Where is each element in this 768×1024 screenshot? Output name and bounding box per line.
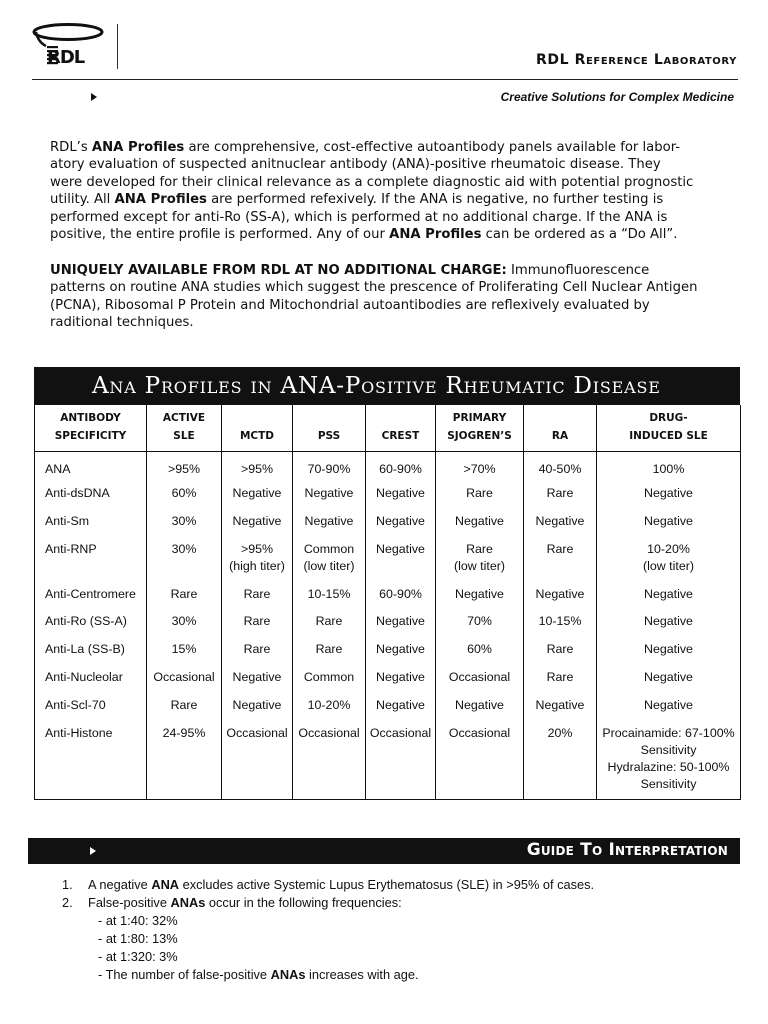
value-cell (222, 664, 293, 692)
bold-text: ANA Profiles (114, 192, 207, 208)
cell-value: 20% (547, 726, 573, 740)
text-run: atory evaluation of suspected anitnuclear antibody (ANA)-positive rheumatoic disease. They (50, 157, 661, 173)
value-cell (597, 581, 741, 608)
cell-value: >70% (463, 461, 496, 476)
cell-value: Negative (232, 698, 282, 712)
value-cell (147, 451, 222, 480)
cell-value: >95% (167, 461, 201, 476)
cell-value: Rare (546, 642, 574, 656)
value-cell (436, 508, 524, 536)
value-cell (597, 692, 741, 720)
column-header (524, 405, 597, 451)
value-cell (222, 608, 293, 636)
table-row (35, 581, 741, 608)
table-row (35, 720, 741, 800)
value-cell (524, 480, 597, 508)
guide-item-number: 2. (62, 895, 73, 911)
value-cell (147, 608, 222, 636)
bold-text: ANAs (170, 895, 206, 911)
value-cell (597, 480, 741, 508)
antibody-name-cell: Anti-Nucleolar (35, 664, 147, 692)
guide-item (62, 876, 594, 894)
antibody-name-cell: Anti-La (SS-B) (35, 636, 147, 664)
value-cell (436, 692, 524, 720)
bold-text: UNIQUELY AVAILABLE FROM RDL AT NO ADDITIONAL CHARGE: (50, 263, 507, 278)
cell-value: 10-15% (538, 614, 582, 628)
cell-value: Negative (644, 514, 693, 528)
value-cell (293, 608, 366, 636)
guide-banner (28, 838, 740, 864)
value-cell (436, 581, 524, 608)
cell-value: Occasional (448, 670, 511, 684)
value-cell (222, 692, 293, 720)
cell-value: Negative (376, 542, 425, 556)
value-cell (597, 451, 741, 480)
text-run: (PCNA), Ribosomal P Protein and Mitochondrial autoantibodies are reflexively evaluated by (50, 297, 650, 313)
value-cell (293, 536, 366, 581)
cell-value: Common (303, 542, 355, 556)
table-row (35, 480, 741, 508)
value-cell (597, 636, 741, 664)
cell-value: Sensitivity (640, 743, 697, 757)
text-run: - at 1:40: 32% (98, 913, 178, 929)
value-cell (366, 508, 436, 536)
value-cell (436, 451, 524, 480)
value-cell (597, 720, 741, 800)
value-cell (147, 720, 222, 800)
value-cell (366, 720, 436, 800)
cell-value: Negative (644, 642, 693, 656)
column-header-label: MCTD (239, 429, 275, 442)
table-row (35, 608, 741, 636)
cell-value: Procainamide: 67-100% (602, 726, 735, 740)
cell-value: 30% (171, 514, 197, 528)
cell-value: Rare (170, 587, 198, 601)
column-header-label: PRIMARY (452, 411, 507, 424)
value-cell (147, 636, 222, 664)
cell-value: Hydralazine: 50-100% (607, 760, 730, 774)
lab-name: RDL Reference Laboratory (536, 52, 737, 68)
column-header (35, 405, 147, 451)
value-cell (222, 636, 293, 664)
cell-value: Negative (644, 587, 693, 601)
antibody-name-cell: Anti-Scl-70 (35, 692, 147, 720)
table-row (35, 692, 741, 720)
cell-value: 100% (652, 461, 685, 476)
text-run: raditional techniques. (50, 315, 194, 331)
cell-value: Negative (376, 614, 425, 628)
value-cell (293, 451, 366, 480)
value-cell (524, 720, 597, 800)
cell-value: Negative (376, 486, 425, 500)
cell-value: (high titer) (229, 559, 285, 573)
cell-value: Rare (466, 542, 493, 556)
bold-text: ANAs (270, 967, 306, 983)
value-cell (293, 581, 366, 608)
column-header-label: SJOGREN’S (447, 429, 512, 442)
cell-value: Negative (644, 698, 693, 712)
cell-value: Negative (535, 698, 585, 712)
guide-subitem (62, 930, 594, 948)
cell-value: Rare (466, 486, 493, 500)
value-cell (436, 608, 524, 636)
guide-list (62, 876, 594, 985)
text-run: occur in the following frequencies: (205, 895, 402, 911)
cell-value: Occasional (226, 726, 288, 740)
cell-value: Rare (243, 587, 271, 601)
cell-value: >95% (240, 461, 274, 476)
value-cell (222, 480, 293, 508)
value-cell (222, 581, 293, 608)
cell-value: Rare (315, 642, 343, 656)
cell-value: Negative (535, 514, 585, 528)
value-cell (436, 480, 524, 508)
column-header (436, 405, 524, 451)
guide-title: Guide To Interpretation (526, 840, 728, 860)
guide-subitem (62, 948, 594, 966)
cell-value: Negative (644, 614, 693, 628)
cell-value: Occasional (153, 670, 215, 684)
column-header-label: RA (551, 429, 569, 442)
cell-value: Negative (304, 486, 354, 500)
cell-value: 60% (467, 642, 492, 656)
cell-value: Negative (376, 698, 425, 712)
cell-value: 30% (171, 614, 197, 628)
column-header-label: SPECIFICITY (54, 429, 127, 442)
value-cell (222, 536, 293, 581)
antibody-name-cell: Anti-dsDNA (35, 480, 147, 508)
logo-wordmark: RDL (47, 47, 85, 68)
bullet-arrow-icon (90, 847, 96, 855)
value-cell (147, 664, 222, 692)
text-run: False-positive (88, 895, 171, 911)
value-cell (524, 508, 597, 536)
guide-item-number: 1. (62, 877, 73, 892)
cell-value: Negative (376, 670, 425, 684)
bold-text: ANA (151, 877, 180, 892)
cell-value: 60% (171, 486, 197, 500)
cell-value: Rare (243, 642, 271, 656)
bold-text: ANA Profiles (389, 227, 482, 243)
cell-value: (low titer) (643, 559, 694, 573)
text-run: - The number of false-positive (98, 967, 271, 983)
guide-subitem (62, 912, 594, 930)
text-run: utility. All (50, 192, 115, 208)
antibody-name-cell: Anti-Centromere (35, 581, 147, 608)
value-cell (436, 636, 524, 664)
cell-value: Negative (304, 514, 354, 528)
value-cell (147, 480, 222, 508)
cell-value: Rare (243, 614, 271, 628)
text-run: were developed for their clinical relevance as a complete diagnostic aid with potential prognostic (50, 174, 694, 190)
value-cell (293, 720, 366, 800)
value-cell (366, 636, 436, 664)
value-cell (597, 608, 741, 636)
cell-value: Rare (546, 542, 574, 556)
cell-value: Rare (315, 614, 343, 628)
column-header (597, 405, 741, 451)
text-run: are performed refexively. If the ANA is negative, no further testing is (206, 192, 664, 208)
cell-value: Negative (232, 486, 282, 500)
column-header-label: ANTIBODY (60, 411, 121, 424)
cell-value: Occasional (448, 726, 511, 740)
cell-value: Negative (232, 514, 282, 528)
cell-value: Negative (232, 670, 282, 684)
cell-value: Rare (546, 486, 574, 500)
ana-profile-table (34, 405, 741, 800)
cell-value: Negative (376, 514, 425, 528)
value-cell (293, 508, 366, 536)
antibody-name-cell: Anti-RNP (35, 536, 147, 581)
table-body (35, 451, 741, 800)
cell-value: Negative (535, 587, 585, 601)
value-cell (366, 692, 436, 720)
cell-value: Common (303, 670, 355, 684)
value-cell (366, 451, 436, 480)
antibody-name-cell: Anti-Histone (35, 720, 147, 800)
value-cell (366, 608, 436, 636)
value-cell (436, 664, 524, 692)
column-header-label: DRUG- (649, 411, 688, 424)
cell-value: Negative (455, 587, 504, 601)
value-cell (222, 720, 293, 800)
column-header-label: PSS (317, 429, 341, 442)
value-cell (366, 664, 436, 692)
text-run: can be ordered as a “Do All”. (481, 227, 678, 243)
table-row (35, 508, 741, 536)
table-row (35, 636, 741, 664)
cell-value: Occasional (369, 726, 432, 740)
cell-value: Sensitivity (640, 777, 697, 791)
value-cell (147, 692, 222, 720)
column-header-label: CREST (381, 429, 420, 442)
value-cell (147, 536, 222, 581)
cell-value: 24-95% (162, 726, 206, 740)
value-cell (293, 664, 366, 692)
text-run: positive, the entire profile is performed. Any of our (50, 227, 390, 243)
header-rule (32, 79, 738, 80)
text-run: Immunofluorescence (506, 263, 650, 278)
value-cell (366, 581, 436, 608)
column-header-label: ACTIVE (162, 411, 206, 424)
value-cell (524, 536, 597, 581)
value-cell (293, 480, 366, 508)
text-run: - at 1:320: 3% (98, 949, 178, 965)
cell-value: 15% (171, 642, 197, 656)
table-row (35, 451, 741, 480)
guide-item (62, 894, 594, 912)
value-cell (222, 508, 293, 536)
cell-value: Negative (644, 670, 693, 684)
bullet-arrow-icon (91, 93, 97, 101)
value-cell (524, 608, 597, 636)
antibody-name-cell: ANA (35, 451, 147, 480)
cell-value: Rare (170, 698, 198, 712)
additional-charge-paragraph (50, 262, 740, 332)
value-cell (436, 536, 524, 581)
text-run: are comprehensive, cost-effective autoantibody panels available for labor- (184, 140, 681, 155)
table-row (35, 664, 741, 692)
column-header-label: SLE (173, 429, 195, 442)
logo-divider (117, 24, 118, 69)
text-run: A negative (88, 877, 152, 892)
value-cell (293, 692, 366, 720)
value-cell (597, 536, 741, 581)
text-run: - at 1:80: 13% (98, 931, 178, 947)
value-cell (597, 508, 741, 536)
cell-value: 60-90% (379, 461, 422, 476)
cell-value: 60-90% (379, 587, 422, 601)
value-cell (524, 636, 597, 664)
column-header (293, 405, 366, 451)
value-cell (147, 581, 222, 608)
intro-paragraph (50, 139, 740, 243)
cell-value: (low titer) (454, 559, 505, 573)
column-header (366, 405, 436, 451)
cell-value: 10-20% (647, 542, 690, 556)
cell-value: Negative (455, 698, 504, 712)
cell-value: (low titer) (303, 559, 355, 573)
text-run: increases with age. (305, 967, 419, 983)
cell-value: 70-90% (307, 461, 351, 476)
text-run: performed except for anti-Ro (SS-A), which is performed at no additional charge. If the ANA is (50, 209, 668, 225)
cell-value: Negative (644, 486, 693, 500)
value-cell (524, 581, 597, 608)
value-cell (293, 636, 366, 664)
text-run: patterns on routine ANA studies which suggest the prescence of Proliferating Cell Nuclear Antigen (50, 280, 698, 296)
value-cell (366, 536, 436, 581)
cell-value: 70% (467, 614, 492, 628)
column-header (147, 405, 222, 451)
column-header-label: INDUCED SLE (629, 429, 708, 442)
table-header-row (35, 405, 741, 451)
value-cell (366, 480, 436, 508)
text-run: excludes active Systemic Lupus Erythematosus (SLE) in >95% of cases. (179, 877, 595, 892)
bold-text: ANA Profiles (91, 140, 185, 155)
guide-subitem (62, 966, 594, 984)
cell-value: Negative (376, 642, 425, 656)
cell-value: Rare (546, 670, 574, 684)
cell-value: >95% (240, 542, 274, 556)
antibody-name-cell: Anti-Ro (SS-A) (35, 608, 147, 636)
value-cell (524, 451, 597, 480)
cell-value: Negative (455, 514, 504, 528)
column-header (222, 405, 293, 451)
value-cell (222, 451, 293, 480)
tagline: Creative Solutions for Complex Medicine (500, 90, 734, 104)
value-cell (597, 664, 741, 692)
table-title: Ana Profiles in ANA-Positive Rheumatic Disease (34, 367, 740, 405)
value-cell (436, 720, 524, 800)
cell-value: 10-15% (307, 587, 351, 601)
cell-value: Occasional (298, 726, 360, 740)
text-run: RDL’s (50, 140, 92, 155)
value-cell (147, 508, 222, 536)
value-cell (524, 692, 597, 720)
cell-value: 40-50% (538, 461, 582, 476)
value-cell (524, 664, 597, 692)
antibody-name-cell: Anti-Sm (35, 508, 147, 536)
table-row (35, 536, 741, 581)
cell-value: 30% (171, 542, 197, 556)
cell-value: 10-20% (307, 698, 351, 712)
